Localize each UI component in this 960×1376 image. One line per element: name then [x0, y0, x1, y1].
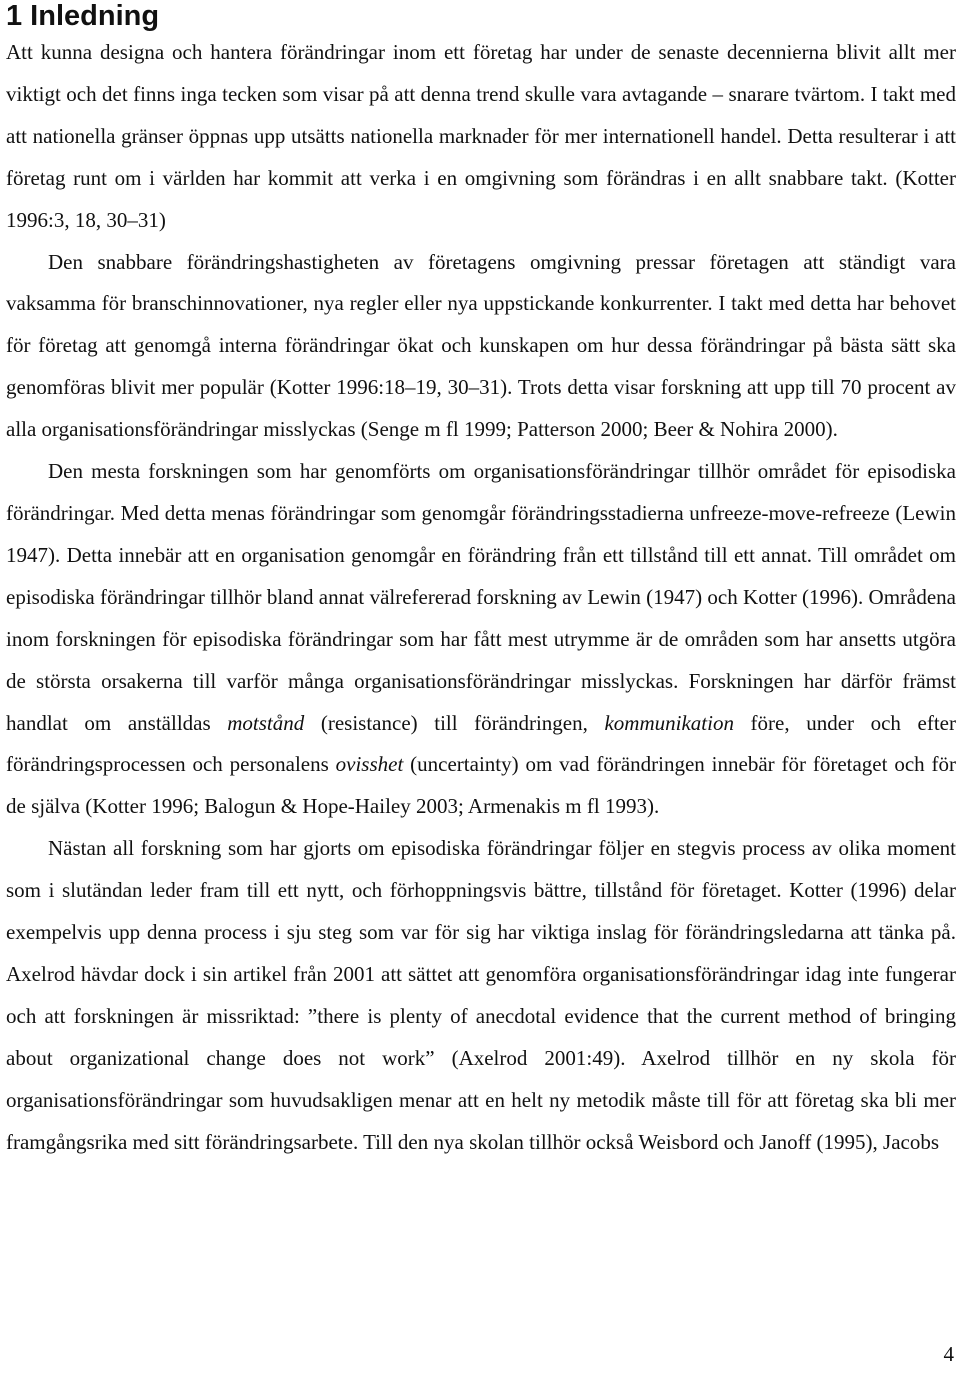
paragraph-3 [6, 451, 956, 828]
emphasis-kommunikation: kommunikation [604, 710, 734, 735]
paragraph-2 [6, 242, 956, 452]
page-number: 4 [943, 1342, 954, 1366]
paragraph-3-text-b: (resistance) till förändringen, [304, 710, 605, 735]
paragraph-4 [6, 828, 956, 1163]
emphasis-ovisshet: ovisshet [335, 752, 404, 777]
paragraph-2-text: Den snabbare förändringshastigheten av företagens omgivning pressar företagen att ständigt vara vaksamma för branschinnovationer, nya regler eller nya uppstickande konkurrenter. I takt med detta har behovet för företag att genomgå interna förändringar ökat och kunskapen om hur dessa förändringar på bästa sätt ska genomföras blivit mer populär (Kotter 1996:18–19, 30–31). Trots detta visar forskning att upp till 70 procent av alla organisationsförändringar misslyckas (Senge m fl 1999; Patterson 2000; Beer & Nohira 2000). [6, 249, 956, 442]
body-text [6, 32, 956, 1163]
paragraph-3-text-c: före, under och efter förändringsprocessen och personalens [6, 710, 956, 777]
paragraph-3-text-a: Den mesta forskningen som har genomförts om organisationsförändringar tillhör området för episodiska förändringar. Med detta menas förändringar som genomgår förändringsstadierna unfreeze-move-refreeze (Lewin 1947). Detta innebär att en organisation genomgår en förändring från ett tillstånd till ett annat. Till området om episodiska förändringar tillhör bland annat välrefererad forskning av Lewin (1947) och Kotter (1996). Områdena inom forskningen för episodiska förändringar som har fått mest utrymme är de områden som har ansetts utgöra de största orsakerna till varför många organisationsförändringar misslyckas. Forskningen har därför främst handlat om anställdas [6, 459, 956, 735]
paragraph-1 [6, 32, 956, 242]
paragraph-3-text-d: (uncertainty) om vad förändringen innebär för företaget och för de själva (Kotter 1996; Balogun & Hope-Hailey 2003; Armenakis m fl 1993). [6, 752, 956, 819]
section-heading: 1 Inledning [6, 0, 160, 32]
emphasis-motstand: motstånd [227, 710, 305, 735]
paragraph-1-text: Att kunna designa och hantera förändringar inom ett företag har under de senaste decennierna blivit allt mer viktigt och det finns inga tecken som visar på att denna trend skulle vara avtagande – snarare tvärtom. I takt med att nationella gränser öppnas upp utsätts nationella marknader för mer internationell handel. Detta resulterar i att företag runt om i världen har kommit att verka i en omgivning som förändras i en allt snabbare takt. (Kotter 1996:3, 18, 30–31) [6, 40, 956, 232]
paragraph-4-text: Nästan all forskning som har gjorts om episodiska förändringar följer en stegvis process av olika moment som i slutändan leder fram till ett nytt, och förhoppningsvis bättre, tillstånd för företaget. Kotter (1996) delar exempelvis upp denna process i sju steg som var för sig har viktiga inslag för förändringsledarna att tänka på. Axelrod hävdar dock i sin artikel från 2001 att sättet att genomföra organisationsförändringar idag inte fungerar och att forskningen är missriktad: ”there is plenty of anecdotal evidence that the current method of bringing about organizational change does not work” (Axelrod 2001:49). Axelrod tillhör en ny skola för organisationsförändringar som huvudsakligen menar att en helt ny metodik måste till för att företag ska bli mer framgångsrika med sitt förändringsarbete. Till den nya skolan tillhör också Weisbord och Janoff (1995), Jacobs [6, 836, 956, 1154]
